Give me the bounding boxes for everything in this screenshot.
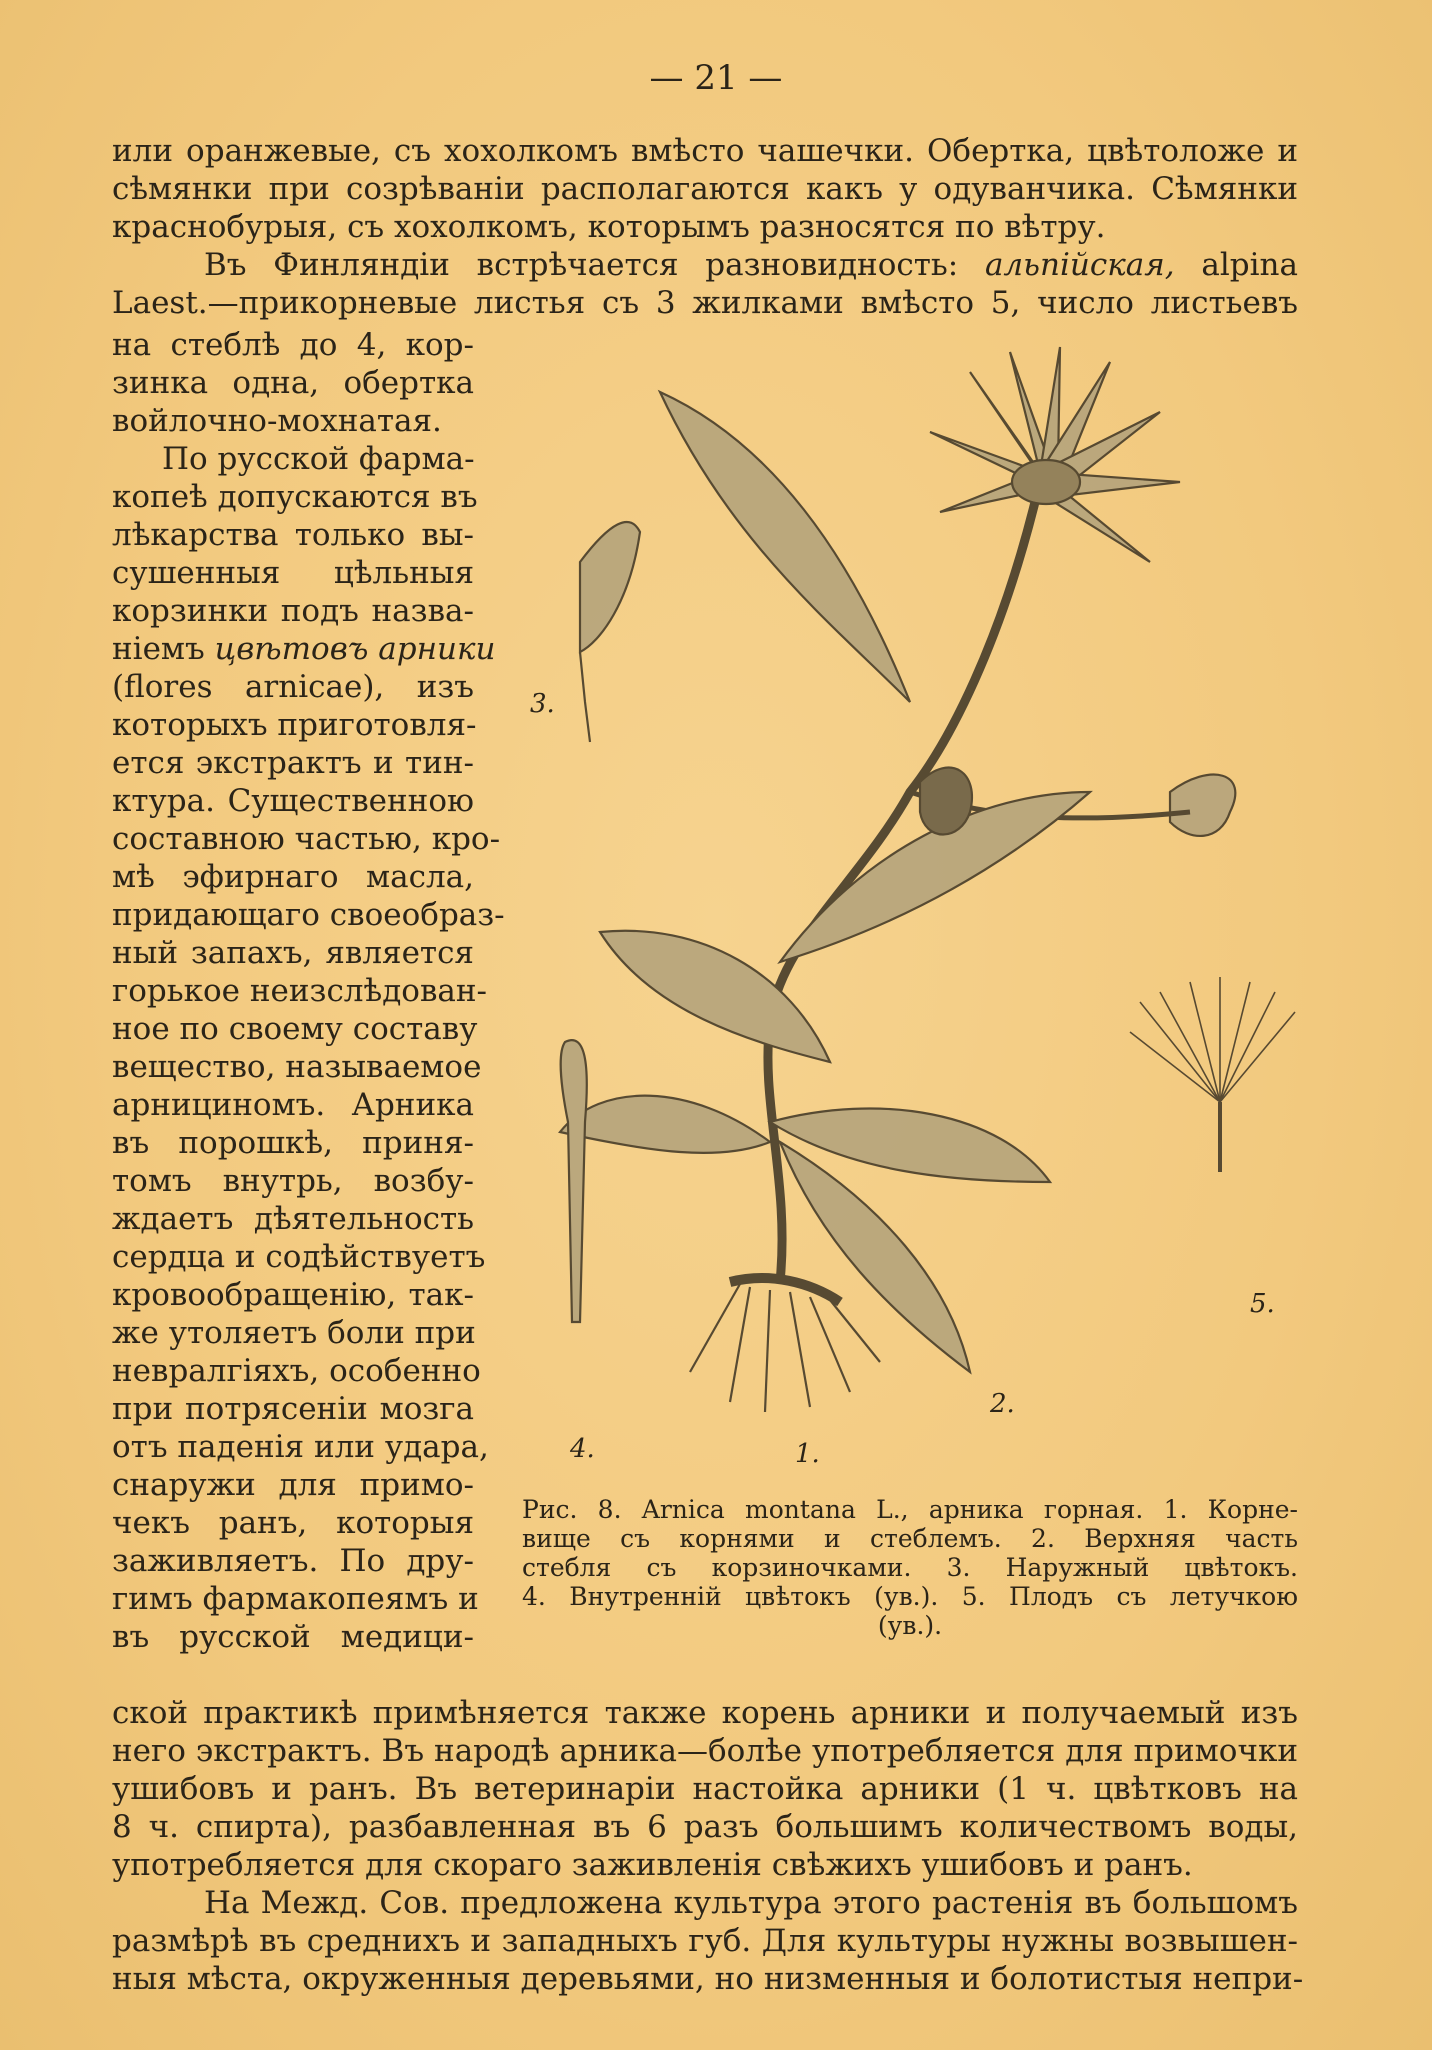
column-line: войлочно-мохнатая. (112, 403, 442, 439)
text-line: употребляется для скораго заживленія свѣжихъ ушибовъ и ранъ. (112, 1847, 1193, 1883)
column-line: на стеблѣ до 4, кор- (112, 327, 474, 363)
text-line: ныя мѣста, окруженныя деревьями, но низменныя и болотистыя непри- (112, 1961, 1304, 1997)
latin-name: alpina (1201, 247, 1298, 283)
basal-leaf (560, 1096, 770, 1153)
column-line: составною частью, кро- (112, 821, 501, 857)
column-line: ждаетъ дѣятельность (112, 1201, 474, 1237)
text-line: Laest.—прикорневые листья съ 3 жилками вмѣсто 5, число листьевъ (112, 285, 1298, 321)
column-line: придающаго своеобраз- (112, 897, 505, 933)
column-line: томъ внутрь, возбу- (112, 1163, 474, 1199)
column-line: заживляетъ. По дру- (112, 1543, 474, 1579)
figure-label: 1. (795, 1439, 820, 1469)
fruit-with-pappus (1130, 977, 1295, 1172)
italic-term: цвѣтовъ арники (214, 631, 496, 667)
figure-label: 3. (530, 689, 555, 719)
column-line: горькое неизслѣдован- (112, 973, 488, 1009)
figure-label: 2. (990, 1389, 1015, 1419)
left-text-column (112, 326, 505, 1656)
column-line: сердца и содѣйствуетъ (112, 1239, 486, 1275)
column-line: снаружи для примо- (112, 1467, 474, 1503)
column-line: которыхъ приготовля- (112, 707, 477, 743)
caption-line: 4. Внутренній цвѣтокъ (ув.). 5. Плодъ съ летучкою (522, 1582, 1298, 1611)
column-line: арнициномъ. Арника (112, 1087, 474, 1123)
text-segment: ніемъ (112, 631, 205, 667)
bud (920, 768, 972, 835)
text-line: На Межд. Сов. предложена культура этого растенія въ большомъ (204, 1885, 1298, 1921)
text-line: ской практикѣ примѣняется также корень арники и получаемый изъ (112, 1695, 1298, 1731)
outer-floret (580, 522, 640, 652)
text-line: ушибовъ и ранъ. Въ ветеринаріи настойка арники (1 ч. цвѣтковъ на (112, 1771, 1298, 1807)
column-line: чекъ ранъ, которыя (112, 1505, 474, 1541)
text-line: краснобурыя, съ хохолкомъ, которымъ разносятся по вѣтру. (112, 209, 1106, 245)
italic-term: альпійская, (984, 247, 1175, 283)
column-line: копеѣ допускаются въ (112, 479, 478, 515)
column-line: кровообращенію, так- (112, 1277, 474, 1313)
column-line: въ порошкѣ, приня- (112, 1125, 474, 1161)
column-line: въ русской медици- (112, 1619, 474, 1655)
text-line: размѣрѣ въ среднихъ и западныхъ губ. Для культуры нужны возвышен- (112, 1923, 1298, 1959)
column-line: гимъ фармакопеямъ и (112, 1581, 479, 1617)
column-line: По русской фарма- (162, 441, 475, 477)
column-line: лѣкарства только вы- (112, 517, 474, 553)
column-line: корзинки подъ назва- (112, 593, 474, 629)
caption-line: вище съ корнями и стеблемъ. 2. Верхняя часть (522, 1524, 1298, 1553)
caption-line: (ув.). (877, 1611, 943, 1640)
upper-leaf (660, 392, 910, 702)
rhizome-with-roots (690, 1278, 880, 1412)
figure-label: 4. (570, 1434, 595, 1464)
text-line: сѣмянки при созрѣваніи располагаются какъ у одуванчика. Сѣмянки (112, 171, 1298, 207)
column-line: сушенныя цѣльныя (112, 555, 474, 591)
column-line: при потрясеніи мозга (112, 1391, 474, 1427)
text-segment: Въ Финляндіи встрѣчается разновидность: (204, 247, 959, 283)
side-bud (1170, 775, 1235, 836)
column-line: (flores arnicae), изъ (112, 669, 474, 705)
column-line: вещество, называемое (112, 1049, 482, 1085)
figure-caption (522, 1495, 1298, 1640)
page-number: — 21 — (649, 58, 783, 98)
text-line: него экстрактъ. Въ народѣ арника—болѣе употребляется для примочки (112, 1733, 1298, 1769)
figure-label: 5. (1250, 1289, 1275, 1319)
text-line: 8 ч. спирта), разбавленная въ 6 разъ большимъ количествомъ воды, (112, 1809, 1298, 1845)
caption-line: Рис. 8. Arnica montana L., арника горная. 1. Корне- (522, 1495, 1298, 1524)
caption-line: стебля съ корзиночками. 3. Наружный цвѣтокъ. (522, 1553, 1298, 1582)
column-line: отъ паденія или удара, (112, 1429, 489, 1465)
column-line: невралгіяхъ, особенно (112, 1353, 481, 1389)
text-line: или оранжевые, съ хохолкомъ вмѣсто чашечки. Обертка, цвѣтоложе и (112, 133, 1298, 169)
arnica-illustration (530, 322, 1310, 1482)
column-line: зинка одна, обертка (112, 365, 474, 401)
flower-head (930, 347, 1180, 562)
column-line: ется экстрактъ и тин- (112, 745, 474, 781)
column-line: ктура. Существенною (112, 783, 474, 819)
text-line-with-italic (112, 246, 1298, 284)
column-line: же утоляетъ боли при (112, 1315, 476, 1351)
column-line: ное по своему составу (112, 1011, 478, 1047)
column-line: ный запахъ, является (112, 935, 474, 971)
inner-floret (561, 1040, 587, 1322)
column-line: мѣ эфирнаго масла, (112, 859, 474, 895)
column-line-with-italic (112, 630, 496, 668)
